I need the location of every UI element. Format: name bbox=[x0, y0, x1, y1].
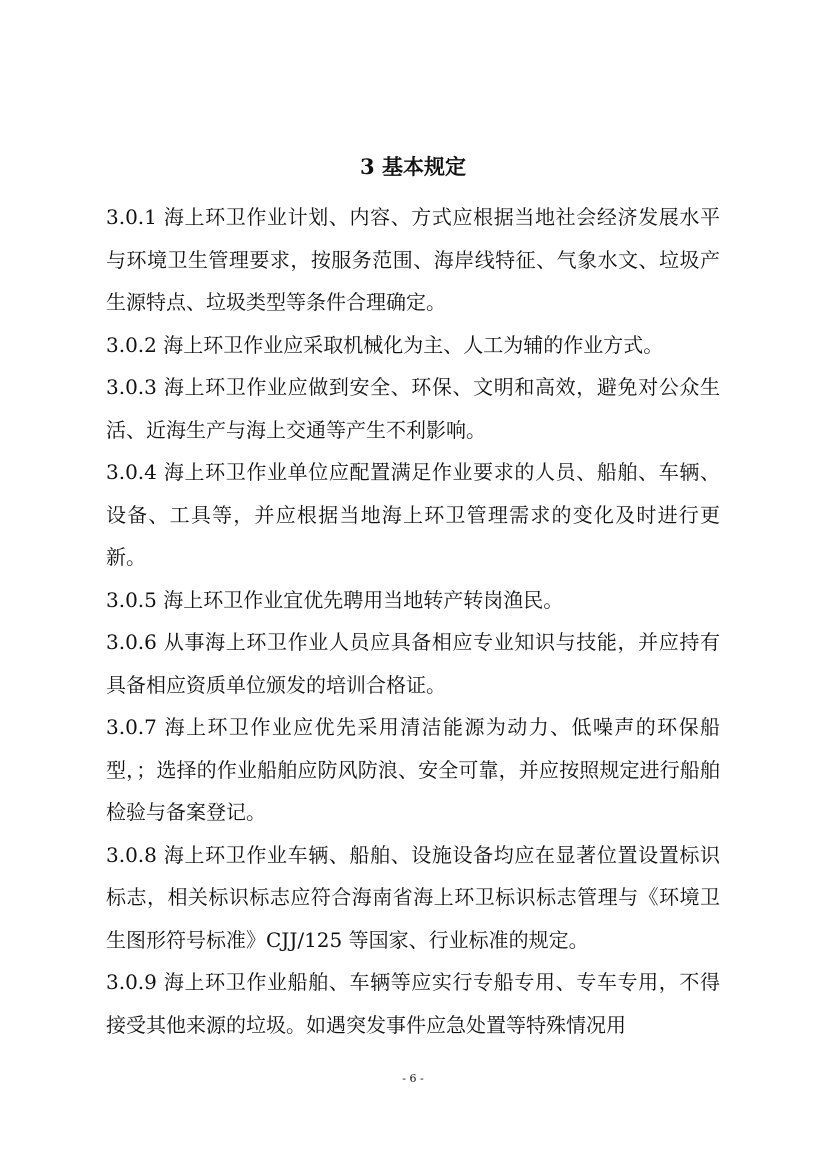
clause-3-0-3: 3.0.3 海上环卫作业应做到安全、环保、文明和高效，避免对公众生活、近海生产与海上交通等产生不利影响。 bbox=[106, 375, 720, 442]
clause-3-0-1: 3.0.1 海上环卫作业计划、内容、方式应根据当地社会经济发展水平与环境卫生管理要求，按服务范围、海岸线特征、气象水文、垃圾产生源特点、垃圾类型等条件合理确定。 bbox=[106, 205, 720, 314]
page-number: - 6 - bbox=[402, 1072, 424, 1085]
clause-3-0-7: 3.0.7 海上环卫作业应优先采用清洁能源为动力、低噪声的环保船型，；选择的作业船舶应防风防浪、安全可靠，并应按照规定进行船舶检验与备案登记。 bbox=[106, 715, 720, 824]
clause-3-0-2: 3.0.2 海上环卫作业应采取机械化为主、人工为辅的作业方式。 bbox=[106, 332, 664, 357]
clause-3-0-9: 3.0.9 海上环卫作业船舶、车辆等应实行专船专用、专车专用，不得接受其他来源的垃圾。如遇突发事件应急处置等特殊情况用 bbox=[106, 970, 720, 1037]
clause-3-0-6: 3.0.6 从事海上环卫作业人员应具备相应专业知识与技能，并应持有具备相应资质单位颁发的培训合格证。 bbox=[106, 630, 720, 697]
section-title: 3 基本规定 bbox=[360, 154, 466, 179]
clause-list bbox=[106, 196, 720, 1046]
clause-3-0-8: 3.0.8 海上环卫作业车辆、船舶、设施设备均应在显著位置设置标识标志，相关标识标志应符合海南省海上环卫标识标志管理与《环境卫生图形符号标准》CJJ/125 等国家、行业标准的规定。 bbox=[106, 842, 720, 952]
clause-3-0-4: 3.0.4 海上环卫作业单位应配置满足作业要求的人员、船舶、车辆、设备、工具等，并应根据当地海上环卫管理需求的变化及时进行更新。 bbox=[106, 460, 720, 569]
clause-3-0-5: 3.0.5 海上环卫作业宜优先聘用当地转产转岗渔民。 bbox=[106, 587, 564, 612]
